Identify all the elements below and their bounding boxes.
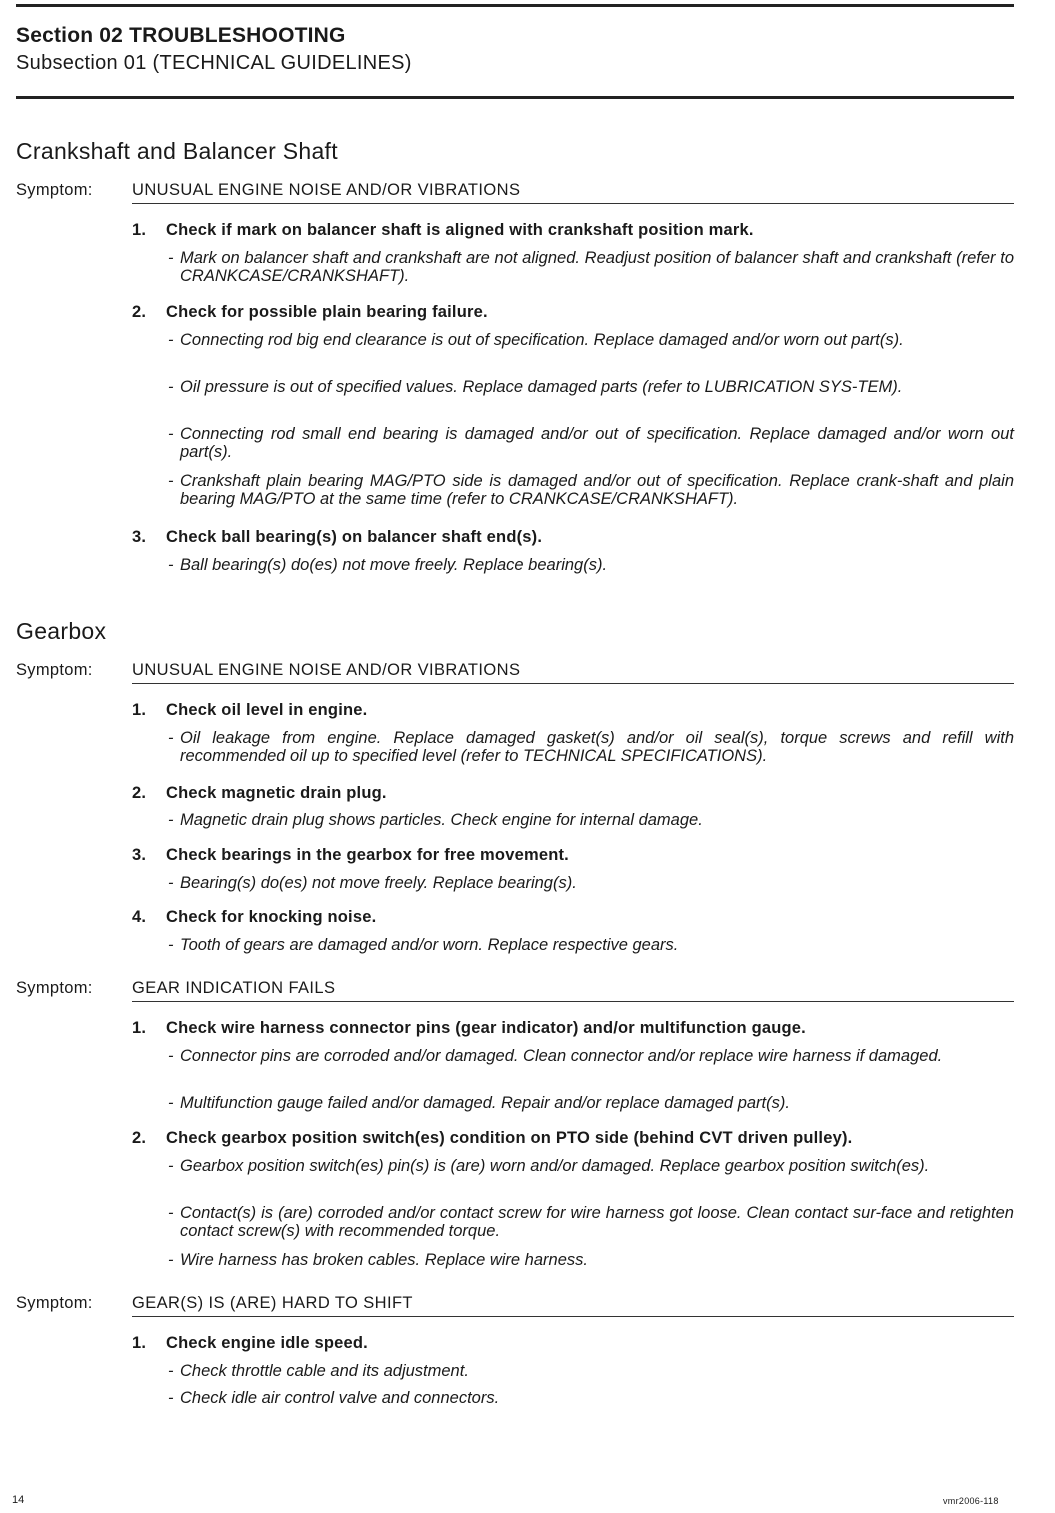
step-note: - Wire harness has broken cables. Replace wire harness. [168,1251,588,1269]
subsection-title: Subsection 01 (TECHNICAL GUIDELINES) [16,52,412,74]
step-title: 2. Check for possible plain bearing failure. [132,303,488,321]
step-note: - Check idle air control valve and connectors. [168,1389,500,1407]
symptom-row [16,661,1014,685]
symptom-label: Symptom: [16,181,93,199]
symptom-label: Symptom: [16,1294,93,1312]
step-note: - Contact(s) is (are) corroded and/or contact screw for wire harness got loose. Clean contact sur-face and retighten contact screw(s) with recommended torque. [168,1204,1014,1240]
symptom-row [16,181,1014,205]
heading-gearbox: Gearbox [16,618,107,644]
symptom-underline [132,203,1014,204]
step-title: 2. Check gearbox position switch(es) condition on PTO side (behind CVT driven pulley). [132,1129,853,1147]
page-number: 14 [12,1494,25,1506]
symptom-text: GEAR INDICATION FAILS [132,979,336,997]
top-rule [16,4,1014,7]
step-title: 3. Check bearings in the gearbox for free movement. [132,846,569,864]
step-note: - Gearbox position switch(es) pin(s) is (are) worn and/or damaged. Replace gearbox position switch(es). [168,1157,930,1175]
step-title: 4. Check for knocking noise. [132,908,377,926]
step-title: 3. Check ball bearing(s) on balancer shaft end(s). [132,528,543,546]
step-note: - Connecting rod big end clearance is out of specification. Replace damaged and/or worn out part(s). [168,331,904,349]
step-note: - Connecting rod small end bearing is damaged and/or out of specification. Replace damaged and/or worn out part(s). [168,425,1014,461]
step-note: - Oil pressure is out of specified values. Replace damaged parts (refer to LUBRICATION SYS-TEM). [168,378,903,396]
symptom-underline [132,683,1014,684]
symptom-text: UNUSUAL ENGINE NOISE AND/OR VIBRATIONS [132,661,521,679]
step-note: - Magnetic drain plug shows particles. Check engine for internal damage. [168,811,703,829]
heading-crankshaft: Crankshaft and Balancer Shaft [16,138,338,164]
header-rule [16,96,1014,99]
step-note: - Crankshaft plain bearing MAG/PTO side is damaged and/or out of specification. Replace crank-shaft and plain bearing MAG/PTO at the same time (refer to CRANKCASE/CRANKSHAFT). [168,472,1014,508]
step-title: 1. Check if mark on balancer shaft is aligned with crankshaft position mark. [132,221,754,239]
symptom-text: GEAR(S) IS (ARE) HARD TO SHIFT [132,1294,413,1312]
step-note: - Tooth of gears are damaged and/or worn. Replace respective gears. [168,936,679,954]
step-title: 2. Check magnetic drain plug. [132,784,387,802]
symptom-row [16,979,1014,1003]
symptom-underline [132,1316,1014,1317]
step-note: - Ball bearing(s) do(es) not move freely. Replace bearing(s). [168,556,608,574]
step-title: 1. Check engine idle speed. [132,1334,368,1352]
symptom-label: Symptom: [16,979,93,997]
section-title: Section 02 TROUBLESHOOTING [16,24,346,47]
step-note: - Mark on balancer shaft and crankshaft are not aligned. Readjust position of balancer shaft and crankshaft (refer to CRANKCASE/CRANKSHAFT). [168,249,1014,285]
symptom-row [16,1294,1014,1318]
document-code: vmr2006-118 [943,1496,999,1506]
step-note: - Oil leakage from engine. Replace damaged gasket(s) and/or oil seal(s), torque screws and refill with recommended oil up to specified level (refer to TECHNICAL SPECIFICATIONS). [168,729,1014,765]
symptom-text: UNUSUAL ENGINE NOISE AND/OR VIBRATIONS [132,181,521,199]
symptom-label: Symptom: [16,661,93,679]
step-note: - Bearing(s) do(es) not move freely. Replace bearing(s). [168,874,577,892]
step-note: - Connector pins are corroded and/or damaged. Clean connector and/or replace wire harness if damaged. [168,1047,943,1065]
step-note: - Multifunction gauge failed and/or damaged. Repair and/or replace damaged part(s). [168,1094,790,1112]
step-title: 1. Check oil level in engine. [132,701,368,719]
step-title: 1. Check wire harness connector pins (gear indicator) and/or multifunction gauge. [132,1019,806,1037]
step-note: - Check throttle cable and its adjustment. [168,1362,469,1380]
symptom-underline [132,1001,1014,1002]
